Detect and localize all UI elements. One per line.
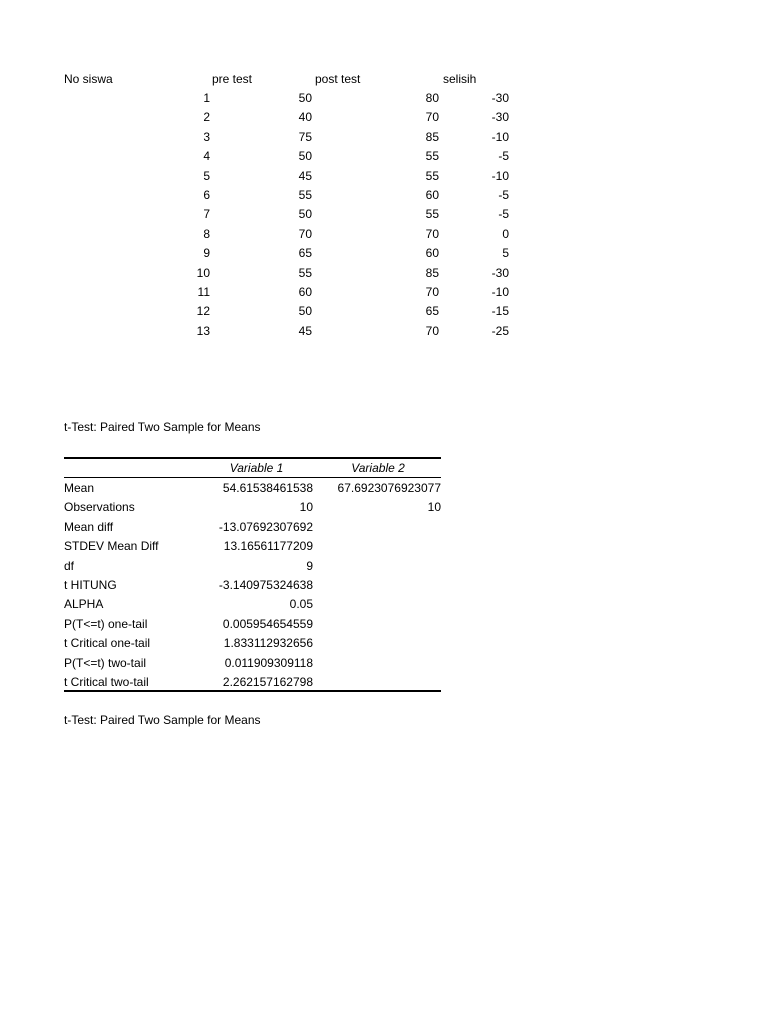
- cell-selisih: -10: [491, 130, 509, 144]
- cell-no: 10: [196, 266, 210, 280]
- cell-selisih: -5: [498, 207, 509, 221]
- cell-selisih: 0: [502, 227, 509, 241]
- cell-pre-test: 50: [298, 304, 312, 318]
- ttest-header-rule: [64, 477, 441, 478]
- ttest-row-label: t Critical two-tail: [64, 675, 149, 689]
- cell-post-test: 65: [425, 304, 439, 318]
- cell-no: 11: [197, 285, 210, 299]
- ttest-row-variable-1: -13.07692307692: [218, 520, 313, 534]
- ttest-row-label: Observations: [64, 500, 135, 514]
- cell-no: 5: [203, 169, 210, 183]
- cell-selisih: -10: [491, 285, 509, 299]
- cell-pre-test: 55: [298, 188, 312, 202]
- cell-post-test: 80: [425, 91, 439, 105]
- cell-selisih: -30: [491, 91, 509, 105]
- ttest-row-label: Mean diff: [64, 520, 114, 534]
- cell-no: 12: [196, 304, 210, 318]
- cell-no: 6: [203, 188, 210, 202]
- header-post-test: post test: [315, 72, 361, 86]
- cell-no: 13: [196, 324, 210, 338]
- cell-selisih: -15: [491, 304, 509, 318]
- cell-post-test: 60: [425, 188, 439, 202]
- cell-no: 1: [203, 91, 210, 105]
- ttest-title: t-Test: Paired Two Sample for Means: [64, 420, 261, 434]
- cell-post-test: 85: [425, 130, 439, 144]
- ttest-bottom-rule: [64, 690, 441, 692]
- ttest-row-variable-1: 2.262157162798: [222, 675, 313, 689]
- ttest-row-variable-1: 9: [306, 559, 313, 573]
- cell-selisih: -5: [498, 188, 509, 202]
- ttest-title-repeat: t-Test: Paired Two Sample for Means: [64, 713, 261, 727]
- ttest-row-label: t Critical one-tail: [64, 636, 151, 650]
- cell-selisih: -30: [491, 110, 509, 124]
- ttest-row-label: ALPHA: [64, 597, 104, 611]
- ttest-row-variable-1: 0.05: [289, 597, 313, 611]
- cell-pre-test: 60: [298, 285, 312, 299]
- cell-post-test: 70: [425, 324, 439, 338]
- ttest-row-variable-1: 0.005954654559: [222, 617, 313, 631]
- cell-pre-test: 50: [298, 149, 312, 163]
- cell-post-test: 70: [425, 110, 439, 124]
- cell-pre-test: 55: [298, 266, 312, 280]
- cell-post-test: 70: [425, 285, 439, 299]
- cell-post-test: 70: [425, 227, 439, 241]
- ttest-row-variable-2: 67.6923076923077: [337, 481, 441, 495]
- cell-post-test: 55: [425, 207, 439, 221]
- ttest-row-label: STDEV Mean Diff: [64, 539, 159, 553]
- cell-pre-test: 40: [298, 110, 312, 124]
- cell-no: 4: [203, 149, 210, 163]
- ttest-row-variable-2: 10: [427, 500, 441, 514]
- cell-post-test: 60: [425, 246, 439, 260]
- cell-selisih: -10: [491, 169, 509, 183]
- cell-no: 8: [203, 227, 210, 241]
- ttest-row-label: t HITUNG: [64, 578, 117, 592]
- cell-no: 9: [203, 246, 210, 260]
- cell-selisih: -30: [491, 266, 509, 280]
- header-pre-test: pre test: [212, 72, 253, 86]
- cell-post-test: 55: [425, 149, 439, 163]
- ttest-row-variable-1: 54.61538461538: [222, 481, 313, 495]
- ttest-row-variable-1: 10: [299, 500, 313, 514]
- ttest-row-label: df: [64, 559, 75, 573]
- cell-pre-test: 50: [298, 91, 312, 105]
- cell-no: 7: [203, 207, 210, 221]
- ttest-row-variable-1: 0.011909309118: [224, 656, 313, 670]
- cell-selisih: -5: [498, 149, 509, 163]
- ttest-row-variable-1: 1.833112932656: [223, 636, 313, 650]
- ttest-row-label: Mean: [64, 481, 95, 495]
- cell-no: 2: [203, 110, 210, 124]
- cell-pre-test: 45: [298, 169, 312, 183]
- ttest-row-label: P(T<=t) one-tail: [64, 617, 148, 631]
- ttest-row-variable-1: -3.140975324638: [218, 578, 313, 592]
- cell-selisih: 5: [502, 246, 509, 260]
- cell-post-test: 55: [425, 169, 439, 183]
- header-selisih: selisih: [443, 72, 477, 86]
- ttest-row-label: P(T<=t) two-tail: [64, 656, 147, 670]
- cell-no: 3: [203, 130, 210, 144]
- cell-pre-test: 45: [298, 324, 312, 338]
- cell-pre-test: 65: [298, 246, 312, 260]
- cell-post-test: 85: [425, 266, 439, 280]
- cell-pre-test: 70: [298, 227, 312, 241]
- ttest-col-variable-2: Variable 2: [351, 461, 405, 475]
- header-no-siswa: No siswa: [64, 72, 113, 86]
- cell-selisih: -25: [491, 324, 509, 338]
- cell-pre-test: 75: [298, 130, 312, 144]
- ttest-top-rule: [64, 457, 441, 459]
- cell-pre-test: 50: [298, 207, 312, 221]
- ttest-row-variable-1: 13.16561177209: [223, 539, 313, 553]
- ttest-col-variable-1: Variable 1: [229, 461, 284, 475]
